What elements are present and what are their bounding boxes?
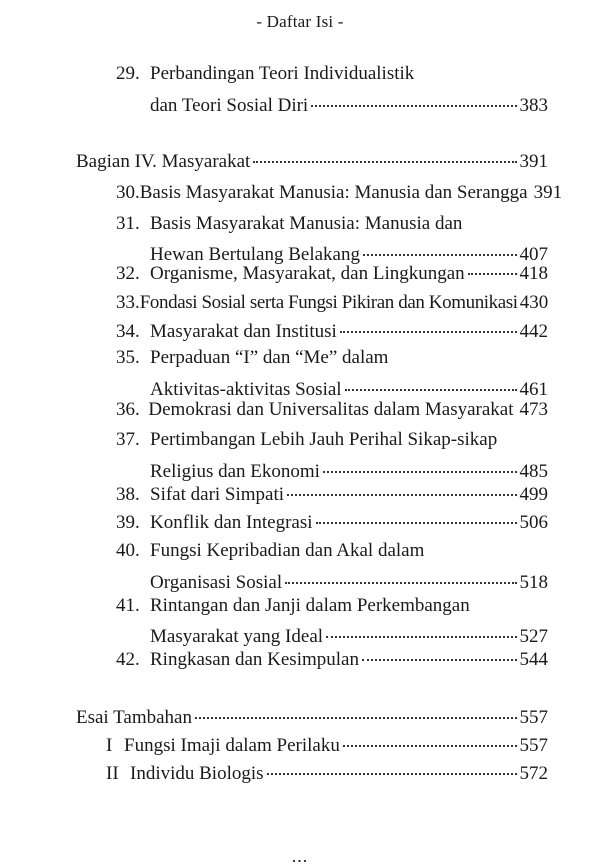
entry-title: Fondasi Sosial serta Fungsi Pikiran dan Komunikasi (139, 292, 518, 313)
toc-entry-essay-ii[interactable] (106, 762, 548, 786)
leader-dots (343, 744, 517, 747)
entry-page: 461 (519, 379, 548, 400)
entry-page: 557 (519, 707, 548, 728)
leader-dots (253, 160, 516, 163)
entry-page: 391 (533, 182, 563, 203)
entry-title-line1: Perbandingan Teori Individualistik (150, 63, 415, 84)
entry-page: 418 (519, 263, 548, 284)
toc-entry-33[interactable] (116, 291, 548, 315)
entry-title-line1: Basis Masyarakat Manusia: Manusia dan (150, 213, 463, 234)
entry-title: Ringkasan dan Kesimpulan (150, 649, 359, 670)
entry-page: 506 (519, 512, 548, 533)
entry-title-line1: Fungsi Kepribadian dan Akal dalam (150, 540, 425, 561)
entry-number: 39. (116, 512, 140, 533)
toc-entry-34[interactable] (116, 320, 548, 344)
entry-title: Demokrasi dan Universalitas dalam Masyarakat (148, 399, 514, 420)
toc-entry-essay-i[interactable] (106, 734, 548, 758)
entry-page: 473 (519, 399, 548, 420)
entry-title-line1: Pertimbangan Lebih Jauh Perihal Sikap-sikap (150, 429, 498, 450)
toc-entry-42[interactable] (116, 648, 548, 672)
entry-title: Fungsi Imaji dalam Perilaku (124, 735, 340, 756)
entry-number: II (106, 763, 119, 784)
toc-entry-32[interactable] (116, 262, 548, 286)
toc-section-esai-tambahan[interactable] (76, 706, 548, 730)
toc-entry-30[interactable] (116, 181, 563, 205)
leader-dots (267, 772, 517, 775)
entry-title: Basis Masyarakat Manusia: Manusia dan Serangga (139, 182, 528, 203)
entry-number: 37. (116, 429, 140, 450)
toc-entry-36[interactable] (116, 398, 548, 422)
entry-title: Individu Biologis (130, 763, 264, 784)
section-title: Esai Tambahan (76, 707, 192, 728)
entry-page: 572 (519, 763, 548, 784)
entry-title-line1: Rintangan dan Janji dalam Perkembangan (150, 595, 470, 616)
entry-number: 30. (116, 182, 140, 203)
entry-page: 527 (519, 626, 548, 647)
leader-dots (323, 470, 517, 473)
toc-entry-31[interactable] (116, 212, 548, 267)
entry-number: 42. (116, 649, 140, 670)
entry-page: 557 (519, 735, 548, 756)
leader-dots (468, 272, 517, 275)
entry-number: 33. (116, 292, 140, 313)
entry-title: Masyarakat dan Institusi (150, 321, 337, 342)
entry-title-line2: Aktivitas-aktivitas Sosial (150, 379, 342, 400)
toc-entry-37[interactable] (116, 428, 548, 484)
toc-entry-41[interactable] (116, 594, 548, 649)
entry-title-line1: Perpaduan “I” dan “Me” dalam (150, 347, 389, 368)
toc-entry-35[interactable] (116, 346, 548, 402)
entry-title-line2: Religius dan Ekonomi (150, 461, 320, 482)
entry-number: 31. (116, 213, 140, 234)
entry-page: 499 (519, 484, 548, 505)
leader-dots (362, 658, 517, 661)
entry-title-line2: Masyarakat yang Ideal (150, 626, 324, 647)
section-title: Bagian IV. Masyarakat (76, 151, 251, 172)
entry-number: 41. (116, 595, 140, 616)
entry-title: Sifat dari Simpati (150, 484, 285, 505)
leader-dots (287, 493, 516, 496)
entry-title: Organisme, Masyarakat, dan Lingkungan (150, 263, 465, 284)
entry-page: 430 (519, 292, 549, 313)
page-header: - Daftar Isi - (256, 12, 344, 31)
entry-number: 34. (116, 321, 140, 342)
entry-title: Konflik dan Integrasi (150, 512, 313, 533)
entry-number: I (106, 735, 113, 756)
toc-section-bagian-iv[interactable] (76, 150, 548, 174)
entry-page: 518 (519, 572, 548, 593)
leader-dots (285, 581, 516, 584)
entry-title-line2: dan Teori Sosial Diri (150, 95, 309, 116)
leader-dots (195, 716, 517, 719)
entry-number: 36. (116, 399, 140, 420)
toc-entry-29[interactable] (116, 62, 548, 118)
leader-dots (311, 104, 516, 107)
leader-dots (363, 253, 517, 256)
entry-page: 391 (519, 151, 548, 172)
leader-dots (326, 635, 516, 638)
toc-entry-39[interactable] (116, 511, 548, 535)
entry-page: 407 (519, 244, 548, 265)
toc-entry-40[interactable] (116, 539, 548, 595)
leader-dots (316, 521, 517, 524)
entry-title-line2: Organisasi Sosial (150, 572, 283, 593)
entry-title-line2: Hewan Bertulang Belakang (150, 244, 360, 265)
entry-number: 32. (116, 263, 140, 284)
entry-number: 38. (116, 484, 140, 505)
entry-number: 29. (116, 63, 140, 84)
toc-entry-38[interactable] (116, 483, 548, 507)
leader-dots (345, 388, 517, 391)
entry-number: 40. (116, 540, 140, 561)
entry-page: 442 (519, 321, 548, 342)
entry-page: 544 (519, 649, 548, 670)
entry-number: 35. (116, 347, 140, 368)
page-footer-mark: ... (291, 846, 309, 866)
entry-page: 383 (519, 95, 548, 116)
leader-dots (340, 330, 517, 333)
entry-page: 485 (519, 461, 548, 482)
